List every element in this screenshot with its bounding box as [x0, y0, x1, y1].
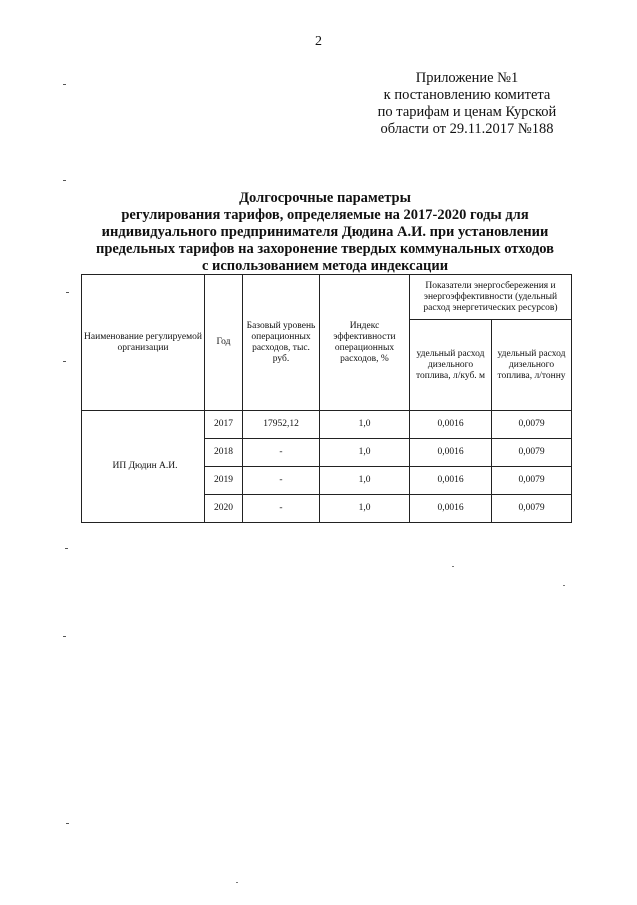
scan-speck — [63, 180, 66, 181]
fuel-ton-cell: 0,0079 — [492, 439, 572, 467]
index-cell: 1,0 — [320, 467, 410, 495]
header-year: Год — [205, 275, 243, 411]
header-energy-group: Показатели энергосбережения и энергоэффективности (удельный расход энергетических ресурсов) — [410, 275, 572, 320]
scan-speck — [452, 566, 454, 567]
base-cost-cell: 17952,12 — [243, 411, 320, 439]
base-cost-cell: - — [243, 495, 320, 523]
title-line: Долгосрочные параметры — [239, 190, 411, 206]
page-number: 2 — [315, 34, 322, 49]
scan-speck — [563, 585, 565, 586]
year-cell: 2018 — [205, 439, 243, 467]
title-line: предельных тарифов на захоронение твердых коммунальных отходов — [95, 241, 555, 257]
index-cell: 1,0 — [320, 439, 410, 467]
table-row — [82, 411, 572, 439]
scan-speck — [66, 823, 69, 824]
index-cell: 1,0 — [320, 411, 410, 439]
fuel-ton-cell: 0,0079 — [492, 467, 572, 495]
scan-speck — [66, 292, 69, 293]
appendix-line: области от 29.11.2017 №188 — [380, 121, 554, 137]
header-row — [82, 275, 572, 320]
header-efficiency-index: Индекс эффективности операционных расходов, % — [320, 275, 410, 411]
scan-speck — [63, 361, 66, 362]
year-cell: 2017 — [205, 411, 243, 439]
base-cost-cell: - — [243, 467, 320, 495]
scan-speck — [236, 882, 238, 883]
header-base-cost: Базовый уровень операционных расходов, тыс. руб. — [243, 275, 320, 411]
fuel-ton-cell: 0,0079 — [492, 411, 572, 439]
year-cell: 2020 — [205, 495, 243, 523]
appendix-line: по тарифам и ценам Курской — [377, 104, 557, 120]
appendix-line: Приложение №1 — [415, 70, 519, 86]
appendix-line: к постановлению комитета — [383, 87, 551, 103]
fuel-m3-cell: 0,0016 — [410, 467, 492, 495]
fuel-ton-cell: 0,0079 — [492, 495, 572, 523]
header-org: Наименование регулируемой организации — [82, 275, 205, 411]
header-fuel-per-ton: удельный расход дизельного топлива, л/тонну — [492, 320, 572, 411]
title-line: индивидуального предпринимателя Дюдина А.И. при установлении — [101, 224, 549, 240]
organization-cell: ИП Дюдин А.И. — [82, 411, 205, 523]
title-line: регулирования тарифов, определяемые на 2017-2020 годы для — [121, 207, 529, 223]
year-cell: 2019 — [205, 467, 243, 495]
fuel-m3-cell: 0,0016 — [410, 411, 492, 439]
title-line: с использованием метода индексации — [201, 258, 449, 274]
appendix-block — [360, 70, 574, 138]
parameters-table — [81, 274, 572, 523]
scan-speck — [63, 636, 66, 637]
base-cost-cell: - — [243, 439, 320, 467]
header-fuel-per-m3: удельный расход дизельного топлива, л/куб. м — [410, 320, 492, 411]
fuel-m3-cell: 0,0016 — [410, 495, 492, 523]
scan-speck — [65, 548, 68, 549]
document-title — [60, 190, 590, 275]
scan-speck — [63, 84, 66, 85]
fuel-m3-cell: 0,0016 — [410, 439, 492, 467]
index-cell: 1,0 — [320, 495, 410, 523]
